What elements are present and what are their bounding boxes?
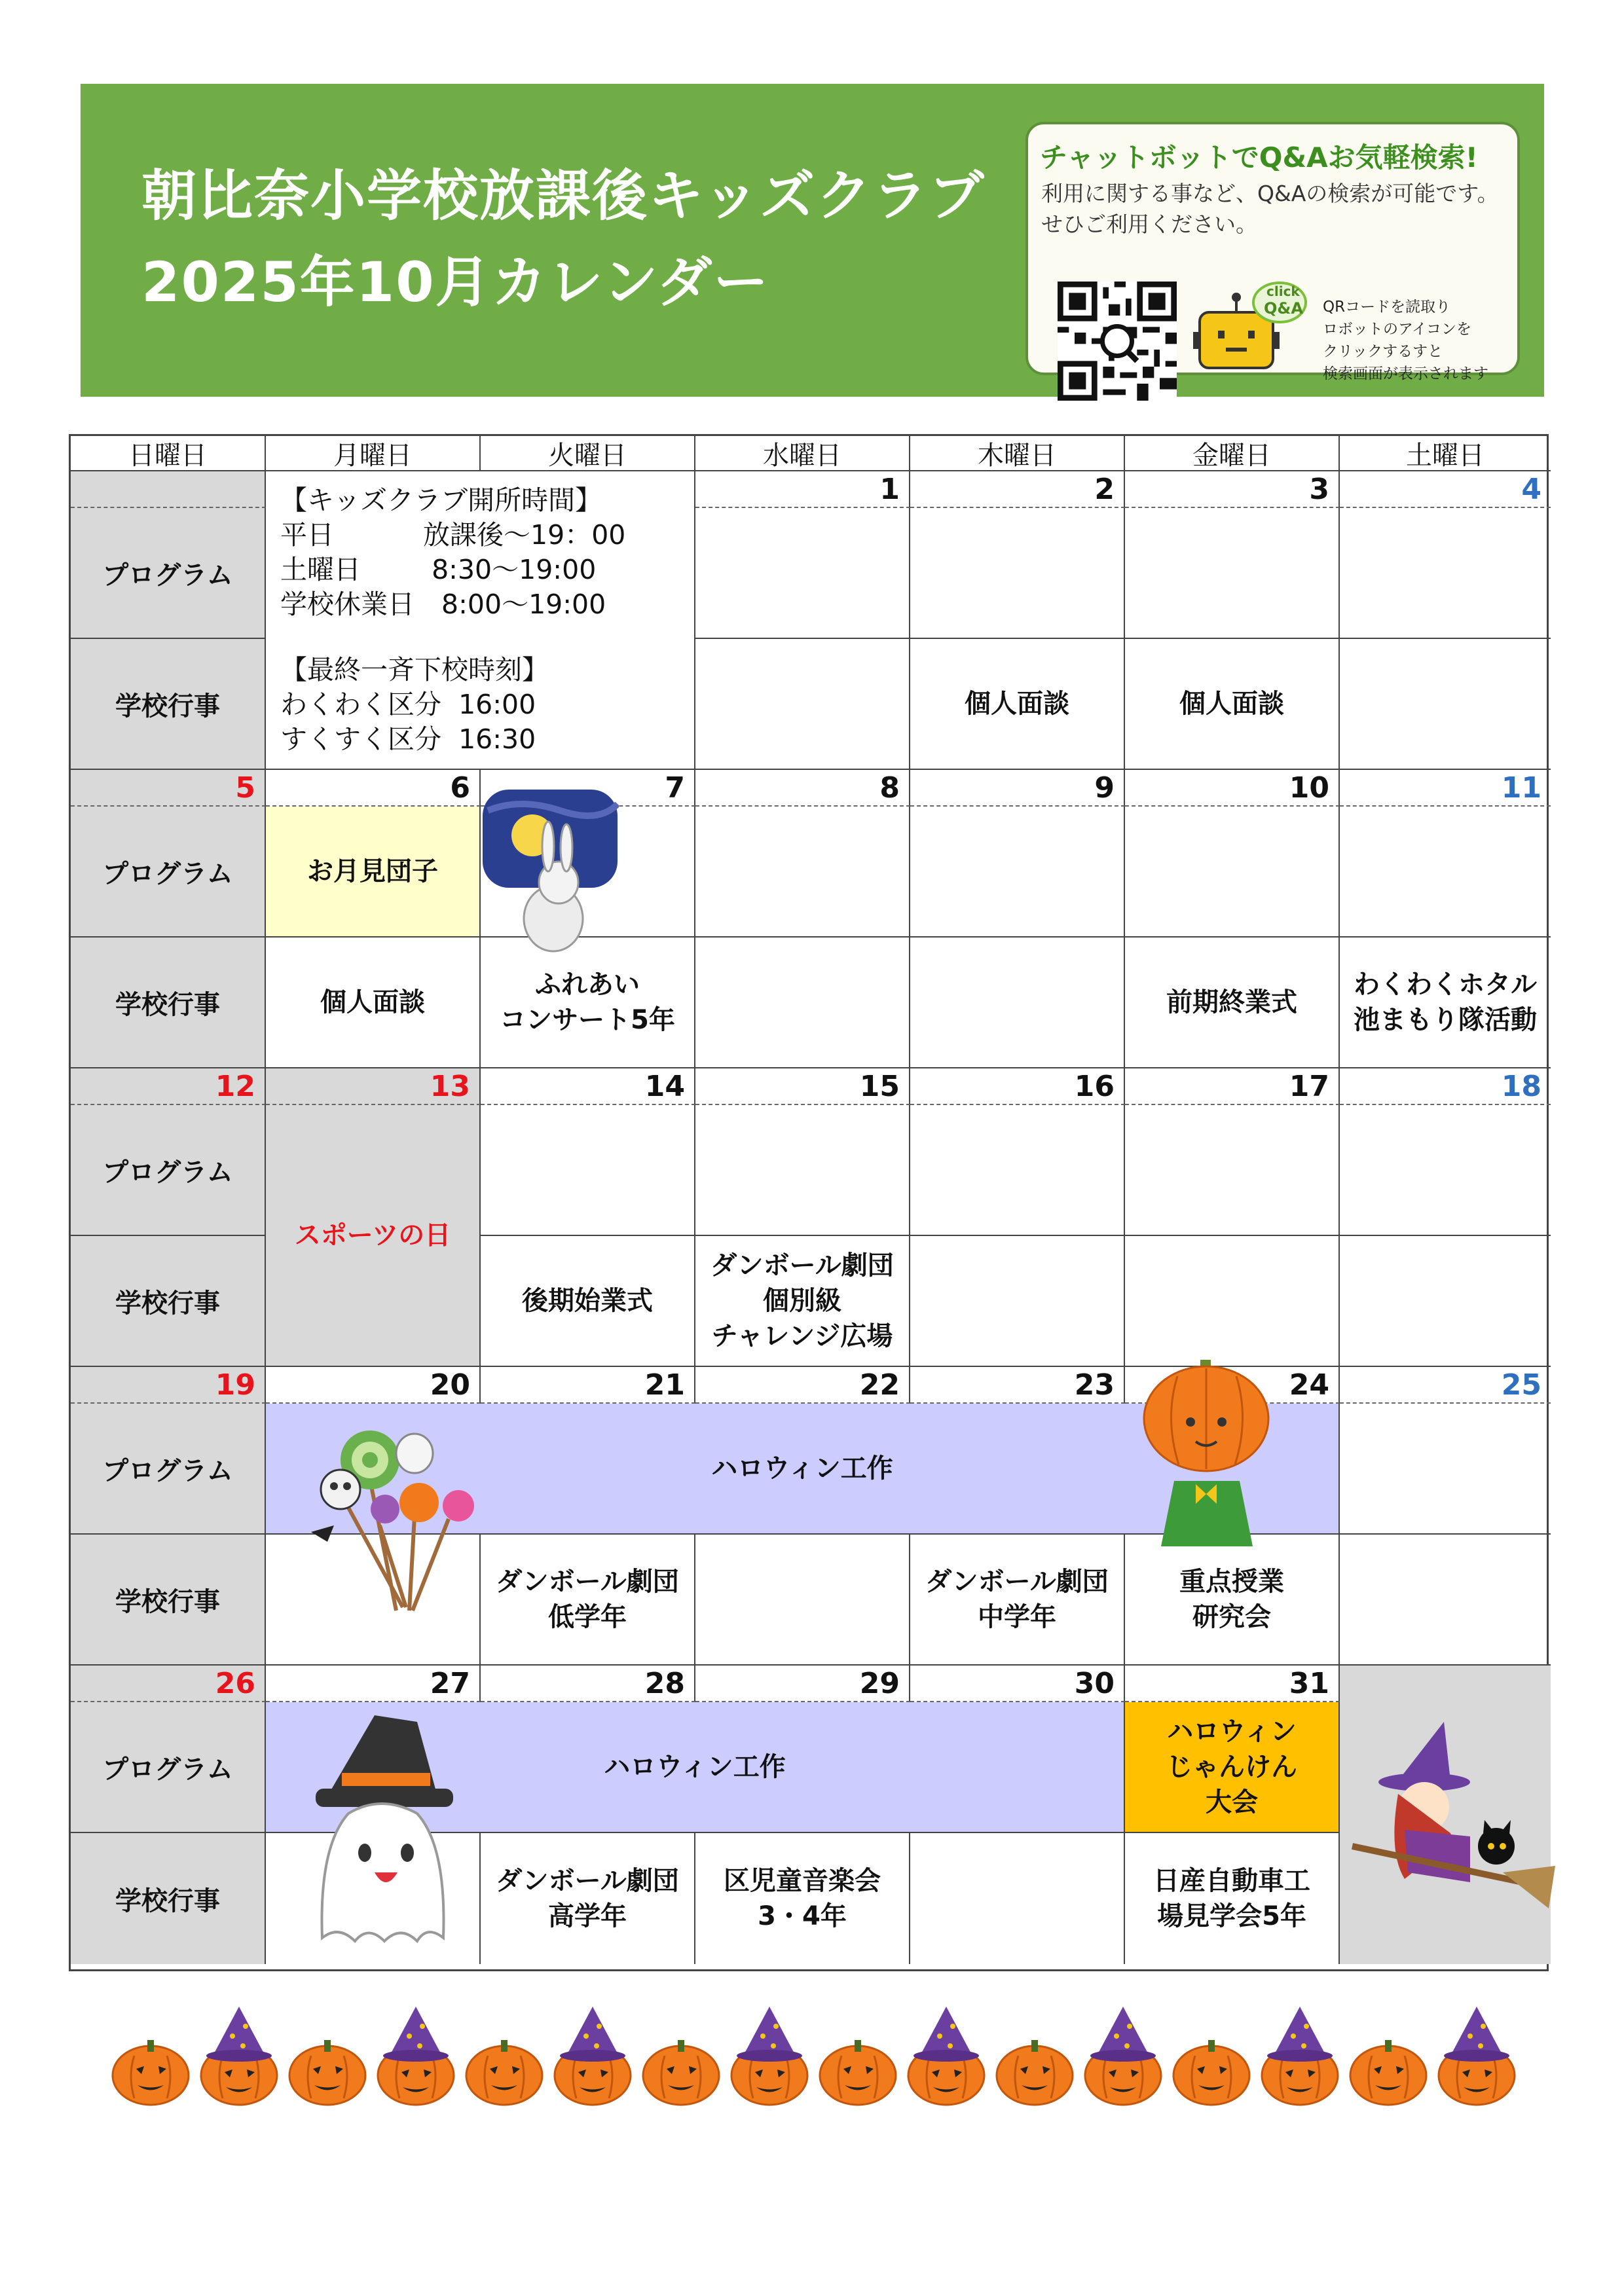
- date-cell: 1: [695, 471, 910, 508]
- pumpkin-border: [111, 2003, 1539, 2115]
- ghost-icon: [303, 1715, 463, 1951]
- program-cell: [1125, 807, 1340, 938]
- program-cell: [1340, 1404, 1551, 1535]
- program-cell: [695, 1105, 910, 1236]
- chatbot-description: [1041, 178, 1513, 240]
- event-cell: [910, 938, 1125, 1068]
- date-cell: 31: [1125, 1666, 1340, 1702]
- event-cell: 日産自動車工 場見学会5年: [1125, 1833, 1340, 1964]
- qr-note-3: クリックするすと: [1323, 343, 1443, 360]
- program-cell: [1125, 1105, 1340, 1236]
- program-halloween-janken: ハロウィン じゃんけん 大会: [1125, 1702, 1340, 1833]
- moon-rabbit-icon: [481, 784, 619, 955]
- weekday-fri: 金曜日: [1125, 436, 1340, 471]
- program-row-label: プログラム: [71, 1702, 266, 1833]
- date-cell: 5: [71, 770, 266, 807]
- chatbot-title: チャットボットでQ&Aお気軽検索!: [1040, 141, 1478, 173]
- calendar-grid: [69, 434, 1549, 1971]
- date-cell: [71, 471, 266, 508]
- date-cell: 30: [910, 1666, 1125, 1702]
- hours-saturday: 土曜日 8:30～19:00: [280, 554, 597, 585]
- program-row-label: プログラム: [71, 1404, 266, 1535]
- date-cell: 15: [695, 1068, 910, 1105]
- badge-click: click: [1266, 283, 1300, 299]
- program-cell: [910, 1105, 1125, 1236]
- date-cell: 2: [910, 471, 1125, 508]
- event-cell: [910, 1236, 1125, 1367]
- event-cell: [1340, 639, 1551, 770]
- program-row-label: プログラム: [71, 508, 266, 639]
- date-cell: 7: [481, 770, 695, 807]
- date-cell: 17: [1125, 1068, 1340, 1105]
- program-cell: [1340, 807, 1551, 938]
- event-cell: 前期終業式: [1125, 938, 1340, 1068]
- program-tsukimi-dango: お月見団子: [266, 807, 481, 938]
- dismissal-wakuwaku: わくわく区分 16:00: [280, 689, 536, 720]
- date-cell: 29: [695, 1666, 910, 1702]
- event-cell: [695, 938, 910, 1068]
- event-cell: ダンボール劇団 個別級 チャレンジ広場: [695, 1236, 910, 1367]
- date-cell: 9: [910, 770, 1125, 807]
- chatbot-info-box[interactable]: [1025, 122, 1520, 382]
- date-cell: 28: [481, 1666, 695, 1702]
- date-cell: 4: [1340, 471, 1551, 508]
- witch-icon: [1346, 1722, 1555, 1918]
- program-cell: [1340, 508, 1551, 639]
- title-line-1: 朝比奈小学校放課後キッズクラブ: [141, 164, 986, 228]
- qr-note-2: ロボットのアイコンを: [1323, 321, 1472, 338]
- date-cell: 23: [910, 1367, 1125, 1404]
- qr-instructions: [1323, 296, 1519, 385]
- date-cell: 19: [71, 1367, 266, 1404]
- event-cell: 個人面談: [1125, 639, 1340, 770]
- program-cell: [910, 807, 1125, 938]
- open-hours-heading: 【キッズクラブ開所時間】: [280, 484, 602, 516]
- program-cell: [695, 508, 910, 639]
- date-cell: 10: [1125, 770, 1340, 807]
- program-row-label: プログラム: [71, 1105, 266, 1236]
- program-halloween-craft: ハロウィン工作: [266, 1404, 1340, 1535]
- program-cell: [1340, 1105, 1551, 1236]
- weekday-sat: 土曜日: [1340, 436, 1551, 471]
- event-cell: ダンボール劇団 高学年: [481, 1833, 695, 1964]
- candy-halloween-icon: [298, 1421, 488, 1624]
- date-cell: 6: [266, 770, 481, 807]
- date-cell: 24: [1125, 1367, 1340, 1404]
- date-cell: 21: [481, 1367, 695, 1404]
- event-cell: [910, 1833, 1125, 1964]
- qr-code-icon[interactable]: [1058, 282, 1177, 401]
- event-cell: わくわくホタル 池まもり隊活動: [1340, 938, 1551, 1068]
- event-row-label: 学校行事: [71, 639, 266, 770]
- event-cell: ふれあい コンサート5年: [481, 938, 695, 1068]
- program-cell: [695, 807, 910, 938]
- chatbot-desc-line-1: 利用に関する事など、Q&Aの検索が可能です。: [1041, 181, 1499, 206]
- hours-holiday: 学校休業日 8:00～19:00: [280, 589, 606, 620]
- date-cell: 13: [266, 1068, 481, 1105]
- weekday-wed: 水曜日: [695, 436, 910, 471]
- hours-weekday: 平日 放課後～19：00: [280, 519, 626, 551]
- header-banner: [81, 84, 1544, 397]
- event-row-label: 学校行事: [71, 1236, 266, 1367]
- date-cell: 26: [71, 1666, 266, 1702]
- dismissal-heading: 【最終一斉下校時刻】: [280, 654, 549, 685]
- event-cell: [695, 1535, 910, 1666]
- pumpkin-man-icon: [1138, 1357, 1276, 1553]
- date-cell: 12: [71, 1068, 266, 1105]
- event-cell: [1340, 1535, 1551, 1666]
- holiday-sports-day: スポーツの日: [266, 1105, 481, 1367]
- event-cell: ダンボール劇団 低学年: [481, 1535, 695, 1666]
- event-row-label: 学校行事: [71, 1833, 266, 1964]
- program-halloween-craft: ハロウィン工作: [266, 1702, 1125, 1833]
- qr-note-4: 検索画面が表示されます: [1323, 365, 1488, 382]
- event-cell: [695, 639, 910, 770]
- weekday-tue: 火曜日: [481, 436, 695, 471]
- opening-hours-info: [266, 471, 695, 770]
- event-cell: ダンボール劇団 中学年: [910, 1535, 1125, 1666]
- event-cell: 重点授業 研究会: [1125, 1535, 1340, 1666]
- page-title: [141, 153, 985, 325]
- event-cell: 後期始業式: [481, 1236, 695, 1367]
- date-cell: 16: [910, 1068, 1125, 1105]
- chatbot-desc-line-2: せひご利用ください。: [1041, 211, 1257, 237]
- program-cell: [910, 508, 1125, 639]
- badge-qa: Q&A: [1264, 299, 1303, 318]
- title-line-2: 2025年10月カレンダー: [141, 250, 770, 314]
- event-row-label: 学校行事: [71, 938, 266, 1068]
- date-cell: 14: [481, 1068, 695, 1105]
- date-cell: 22: [695, 1367, 910, 1404]
- date-cell: 25: [1340, 1367, 1551, 1404]
- weekday-thu: 木曜日: [910, 436, 1125, 471]
- event-cell: 区児童音楽会 3・4年: [695, 1833, 910, 1964]
- event-cell: 個人面談: [266, 938, 481, 1068]
- date-cell: 3: [1125, 471, 1340, 508]
- date-cell: 20: [266, 1367, 481, 1404]
- date-cell: 8: [695, 770, 910, 807]
- weekday-sun: 日曜日: [71, 436, 266, 471]
- date-cell: 27: [266, 1666, 481, 1702]
- date-cell: 11: [1340, 770, 1551, 807]
- weekday-mon: 月曜日: [266, 436, 481, 471]
- event-cell: 個人面談: [910, 639, 1125, 770]
- program-cell: [1125, 508, 1340, 639]
- date-cell: 18: [1340, 1068, 1551, 1105]
- click-qa-badge: [1249, 278, 1310, 327]
- event-cell: [1125, 1236, 1340, 1367]
- program-cell: [481, 1105, 695, 1236]
- event-cell: [1340, 1236, 1551, 1367]
- qr-note-1: QRコードを読取り: [1323, 299, 1451, 316]
- program-row-label: プログラム: [71, 807, 266, 938]
- event-row-label: 学校行事: [71, 1535, 266, 1666]
- dismissal-sukusuku: すくすく区分 16:30: [280, 723, 536, 755]
